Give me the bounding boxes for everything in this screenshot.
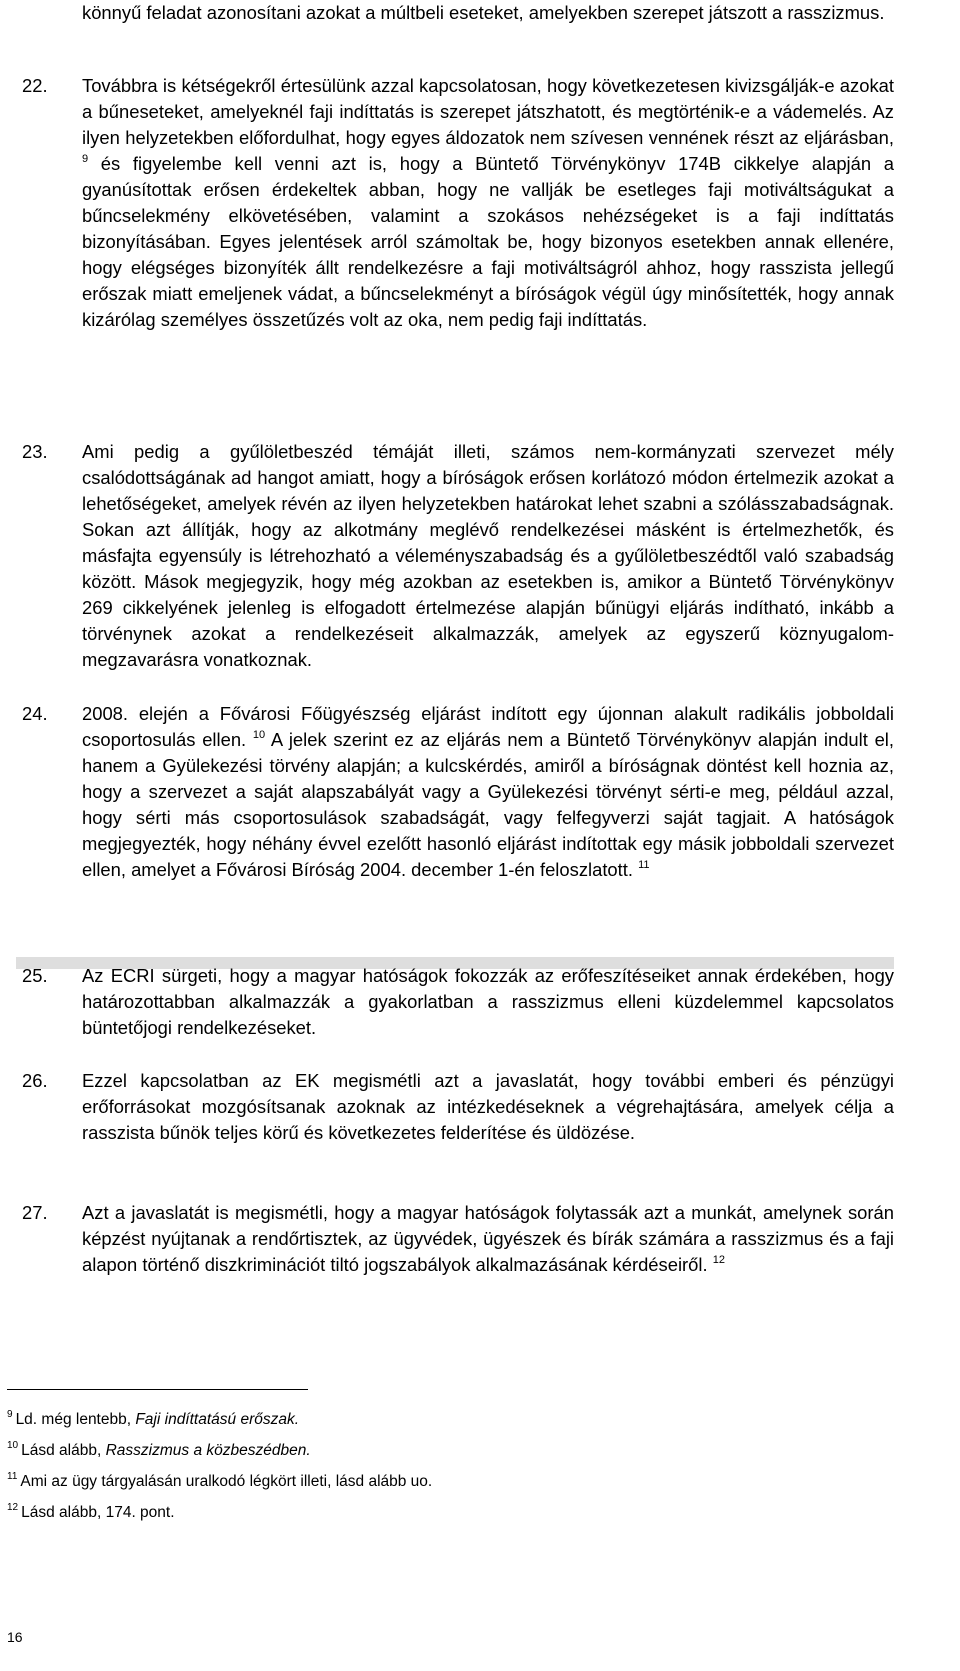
footnote-number: 10 [7, 1440, 19, 1451]
footnote-number: 12 [7, 1502, 19, 1513]
text-segment: 2008. elején a Fővárosi Főügyészség eljárást indított egy újonnan alakult radikális jobboldali csoportosulás ellen. [82, 703, 894, 750]
text-segment: Azt a javaslatát is megismétli, hogy a magyar hatóságok folytassák azt a munkát, amelynek során képzést nyújtanak a rendőrtisztek, az ügyvédek, ügyészek és bírák számára a rasszizmus és a faji alapon történő diszkriminációt tiltó jogszabályok alkalmazásának kérdéseiről. [82, 1202, 894, 1275]
text-segment: és figyelembe kell venni azt is, hogy a Büntető Törvénykönyv 174B cikkelye alapján a gyanúsítottak erősen érdekeltek abban, hogy ne vallják be esetleges faji motiváltságukat a bűncselekmény elkövetésében, valamint a szokásos nehézségeket is a faji indíttatás bizonyításában. Egyes jelentések arról számoltak be, hogy bizonyos esetekben annak ellenére, hogy elégséges bizonyíték állt rendelkezésre a faji motiváltságról ahhoz, hogy rasszista jellegű erőszak miatt emeljenek vádat, a bűncselekményt a bíróságok végül úgy minősítették, hogy annak kizárólag személyes összetűzés volt az oka, nem pedig faji indíttatás. [82, 153, 894, 330]
text-segment: A jelek szerint ez az eljárás nem a Büntető Törvénykönyv alapján indult el, hanem a Gyülekezési törvény alapján; a kulcskérdés, amiről a bíróságnak döntést kell hoznia az, hogy a szervezet a saját alapszabályát vagy a Gyülekezési törvényt sérti-e meg, például azzal, hogy sérti más csoportosulások szabadságát, vagy felfegyverzi saját tagjait. A hatóságok megjegyezték, hogy néhány évvel ezelőtt hasonló eljárást indítottak egy másik jobboldali szervezet ellen, amelyet a Fővárosi Bíróság 2004. december 1-én feloszlatott. [82, 729, 894, 880]
paragraph-number: 22. [22, 75, 48, 96]
paragraph-text: Az ECRI sürgeti, hogy a magyar hatóságok fokozzák az erőfeszítéseiket annak érdekében, hogy határozottabban alkalmazzák a gyakorlatban a rasszizmus elleni küzdelemmel kapcsolatos büntetőjogi rendelkezéseket. [82, 965, 894, 1038]
footnote-ref: 12 [712, 1254, 725, 1266]
footnote-italic: Rasszizmus a közbeszédben. [105, 1442, 311, 1459]
footnote-ref: 11 [638, 859, 650, 871]
footnote-number: 11 [7, 1471, 18, 1482]
footnote-text: Ld. még lentebb, [15, 1411, 136, 1428]
paragraph-text [82, 1200, 894, 1278]
footnote-11 [7, 1472, 432, 1492]
paragraph-text: Ezzel kapcsolatban az EK megismétli azt a javaslatát, hogy további emberi és pénzügyi erőforrásokat mozgósítsanak azoknak az intézkedéseknek a végrehajtására, amelyek célja a rasszista bűnök teljes körű és következetes felderítése és üldözése. [82, 1070, 894, 1143]
footnote-divider [7, 1389, 308, 1390]
intro-text: könnyű feladat azonosítani azokat a múltbeli eseteket, amelyekben szerepet játszott a rasszizmus. [82, 2, 885, 23]
paragraph-text [82, 73, 894, 333]
footnote-9 [7, 1410, 299, 1430]
footnote-text: Lásd alább, [21, 1442, 106, 1459]
footnote-10 [7, 1441, 311, 1461]
paragraph-number: 24. [22, 703, 48, 724]
paragraph-number: 27. [22, 1202, 48, 1223]
page-number: 16 [7, 1629, 23, 1645]
footnote-ref: 9 [82, 153, 89, 165]
footnote-text: Ami az ügy tárgyalásán uralkodó légkört illeti, lásd alább uo. [20, 1473, 433, 1490]
paragraph-text: Ami pedig a gyűlöletbeszéd témáját illeti, számos nem-kormányzati szervezet mély csalódottságának ad hangot amiatt, hogy a bíróságok erősen korlátozó módon értelmezik azokat a lehetőségeket, amelyek révén az ilyen helyzetekben határokat lehet szabni a szólásszabadságnak. Sokan azt állítják, hogy az alkotmány meglévő rendelkezései másként is értelmezhetők, és másfajta egyensúly is létrehozható a véleményszabadság és a gyűlöletbeszédtől való szabadság között. Mások megjegyzik, hogy még azokban az esetekben is, amikor a Büntető Törvénykönyv 269 cikkelyének jelenleg is elfogadott értelmezése alapján bűnügyi eljárás indítható, inkább a törvénynek azokat a rendelkezéseit alkalmazzák, amelyek az egyszerű köznyugalom-megzavarásra vonatkoznak. [82, 441, 894, 670]
footnote-number: 9 [7, 1409, 13, 1420]
footnote-text: Lásd alább, 174. pont. [21, 1504, 175, 1521]
paragraph-number: 26. [22, 1070, 48, 1091]
text-segment: Továbbra is kétségekről értesülünk azzal kapcsolatosan, hogy következetesen kivizsgálják-e azokat a bűneseteket, amelyeknél faji indíttatás is szerepet játszhatott, és megtörténik-e a vádemelés. Az ilyen helyzetekben előfordulhat, hogy egyes áldozatok nem szívesen vennének részt az eljárásban, [82, 75, 894, 148]
footnote-ref: 10 [252, 729, 266, 741]
paragraph-number: 25. [22, 965, 48, 986]
paragraph-text [82, 701, 894, 883]
footnote-12 [7, 1503, 175, 1523]
paragraph-number: 23. [22, 441, 48, 462]
footnote-italic: Faji indíttatású erőszak. [135, 1411, 300, 1428]
